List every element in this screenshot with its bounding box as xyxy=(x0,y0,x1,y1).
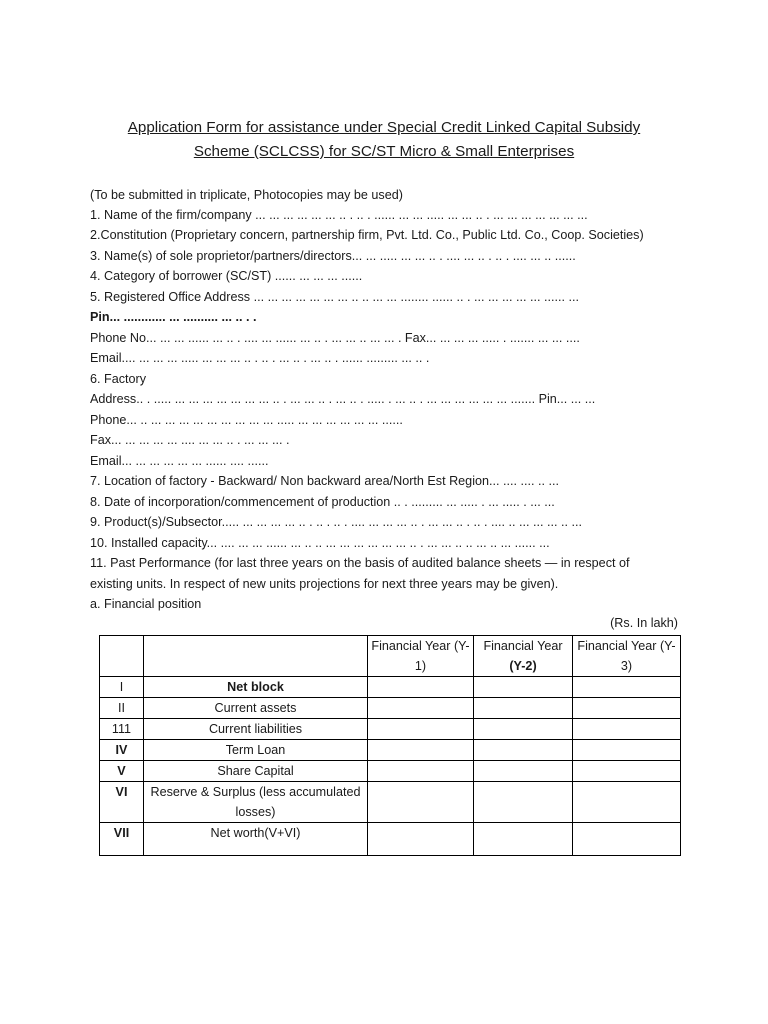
field-factory-fax: Fax... ... ... ... ... .... ... ... .. . ... ... ... . xyxy=(90,433,290,447)
value-cell[interactable] xyxy=(474,719,573,740)
row-item: Net worth(V+VI) xyxy=(144,823,368,856)
field-proprietor-names: 3. Name(s) of sole proprietor/partners/directors... ... ..... ... ... .. . .... ... .. . .. . .... ... .. ...... xyxy=(90,249,576,263)
value-cell[interactable] xyxy=(573,740,681,761)
value-cell[interactable] xyxy=(368,677,474,698)
value-cell[interactable] xyxy=(573,782,681,823)
table-row xyxy=(100,740,681,761)
table-header-row xyxy=(100,636,681,677)
field-pin: Pin... ............ ... .......... ... .. . . xyxy=(90,310,257,324)
row-item: Net block xyxy=(144,677,368,698)
field-factory-email: Email... ... ... ... ... ... ...... .... ...... xyxy=(90,454,269,468)
value-cell[interactable] xyxy=(474,761,573,782)
field-borrower-category: 4. Category of borrower (SC/ST) ...... ... ... ... ...... xyxy=(90,269,363,283)
row-item: Term Loan xyxy=(144,740,368,761)
form-title-line-1: Application Form for assistance under Special Credit Linked Capital Subsidy xyxy=(127,119,641,136)
value-cell[interactable] xyxy=(474,740,573,761)
field-past-performance: 11. Past Performance (for last three years on the basis of audited balance sheets — in respect of xyxy=(90,556,630,570)
field-email: Email.... ... ... ... ..... ... ... ... .. . .. . ... .. . ... .. . ...... ......... ... .. . xyxy=(90,351,430,365)
table-row xyxy=(100,698,681,719)
form-title-line-2: Scheme (SCLCSS) for SC/ST Micro & Small Enterprises xyxy=(193,143,575,160)
field-firm-name: 1. Name of the firm/company ... ... ... ... ... ... .. . .. . ...... ... ... ..... ... ... .. . ... ... ... ... ... ... ... xyxy=(90,208,588,222)
value-cell[interactable] xyxy=(368,719,474,740)
financial-position-table xyxy=(99,635,681,856)
value-cell[interactable] xyxy=(474,677,573,698)
row-number: VII xyxy=(100,823,144,856)
field-registered-office: 5. Registered Office Address ... ... ... ... ... ... ... .. .. ... ... ........ ...... .. . ... ... ... ... ... ...... ... xyxy=(90,290,579,304)
field-factory-location: 7. Location of factory - Backward/ Non backward area/North Est Region... .... .... .. ... xyxy=(90,474,559,488)
value-cell[interactable] xyxy=(573,698,681,719)
field-past-performance-cont: existing units. In respect of new units projections for next three years may be given). xyxy=(90,577,559,591)
value-cell[interactable] xyxy=(573,677,681,698)
value-cell[interactable] xyxy=(573,823,681,856)
value-cell[interactable] xyxy=(368,698,474,719)
row-number: 111 xyxy=(100,719,144,740)
field-products: 9. Product(s)/Subsector..... ... ... ... ... .. . .. . .. . .... ... ... ... .. . ... ... .. . .. . .... .. ... ... ... .. ... xyxy=(90,515,582,529)
row-item: Share Capital xyxy=(144,761,368,782)
unit-note: (Rs. In lakh) xyxy=(610,616,678,630)
submission-note: (To be submitted in triplicate, Photocopies may be used) xyxy=(90,188,403,202)
value-cell[interactable] xyxy=(573,719,681,740)
field-installed-capacity: 10. Installed capacity... .... ... ... ...... ... .. .. ... ... ... ... ... ... .. . ... ... .. .. ... .. ... ...... ... xyxy=(90,536,550,550)
row-number: I xyxy=(100,677,144,698)
value-cell[interactable] xyxy=(474,782,573,823)
section-factory: 6. Factory xyxy=(90,372,146,386)
field-factory-phone: Phone... .. ... ... ... ... ... ... ... ... ... ..... ... ... ... ... ... ... ...... xyxy=(90,413,403,427)
value-cell[interactable] xyxy=(368,782,474,823)
value-cell[interactable] xyxy=(368,761,474,782)
row-item: Reserve & Surplus (less accumulated losses) xyxy=(144,782,368,823)
header-year-2: Financial Year (Y-2) xyxy=(474,636,573,677)
row-item: Current liabilities xyxy=(144,719,368,740)
header-year-3: Financial Year (Y- 3) xyxy=(573,636,681,677)
row-number: IV xyxy=(100,740,144,761)
value-cell[interactable] xyxy=(474,823,573,856)
value-cell[interactable] xyxy=(573,761,681,782)
header-cell-no xyxy=(100,636,144,677)
field-constitution: 2.Constitution (Proprietary concern, partnership firm, Pvt. Ltd. Co., Public Ltd. Co., Coop. Societies) xyxy=(90,228,644,242)
row-item: Current assets xyxy=(144,698,368,719)
header-cell-item xyxy=(144,636,368,677)
table-row xyxy=(100,761,681,782)
field-phone-fax: Phone No... ... ... ...... ... .. . .... ... ...... ... .. . ... ... .. ... ... . Fax... ... ... ... ..... . ....... ... ... .... xyxy=(90,331,580,345)
table-row xyxy=(100,782,681,823)
value-cell[interactable] xyxy=(474,698,573,719)
field-factory-address: Address.. . ..... ... ... ... ... ... ... ... .. . ... ... .. . ... .. . ..... . ... .. . ... ... ... ... ... ... ....... Pin... ... ... xyxy=(90,392,596,406)
value-cell[interactable] xyxy=(368,740,474,761)
field-incorporation-date: 8. Date of incorporation/commencement of production .. . ......... ... ..... . ... ..... . ... ... xyxy=(90,495,555,509)
section-financial-position: a. Financial position xyxy=(90,597,202,611)
header-year-1: Financial Year (Y- 1) xyxy=(368,636,474,677)
value-cell[interactable] xyxy=(368,823,474,856)
row-number: VI xyxy=(100,782,144,823)
row-number: V xyxy=(100,761,144,782)
table-row xyxy=(100,719,681,740)
table-row xyxy=(100,677,681,698)
table-row xyxy=(100,823,681,856)
row-number: II xyxy=(100,698,144,719)
